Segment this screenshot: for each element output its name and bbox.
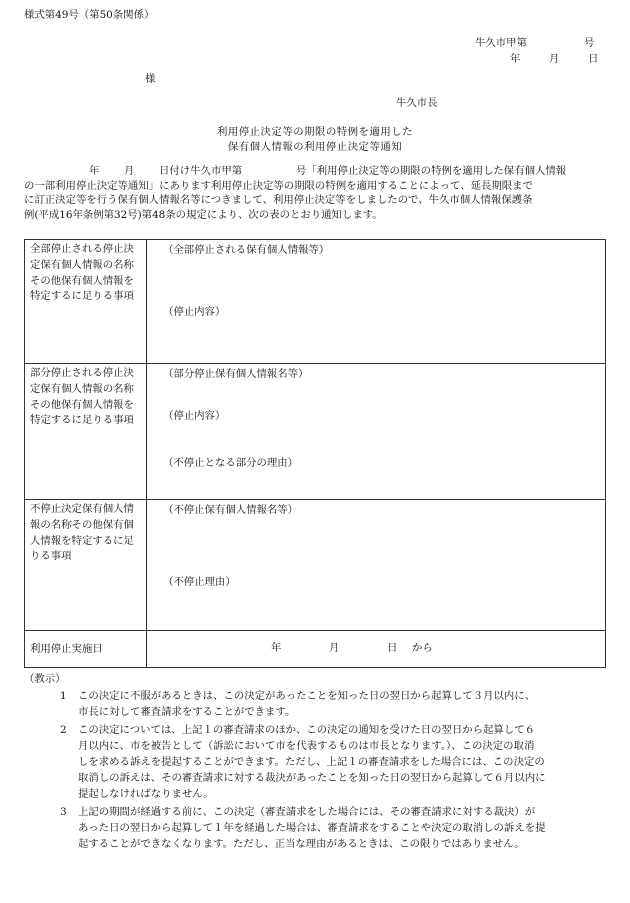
instruction-line: この決定に不服があるときは、この決定があったことを知った日の翌日から起算して３月以内に、	[78, 690, 536, 702]
title-line-1: 利用停止決定等の期限の特例を適用した	[216, 126, 414, 138]
instruction-line: しを求める訴えを提起することができます。ただし、上記１の審査請求をした場合には、この決定の	[78, 756, 545, 768]
instruction-line: この決定については、上記１の審査請求のほか、この決定の通知を受けた日の翌日から起算して６	[78, 724, 535, 736]
form-number: 様式第49号（第50条関係）	[24, 9, 155, 21]
impl-month: 月	[329, 642, 340, 654]
instruction-line: 起することができなくなります。ただし、正当な理由があるときは、この限りではありません。	[78, 838, 525, 850]
table-row	[25, 500, 606, 631]
row-label-full-stop: 全部停止される停止決定保有個人情報の名称その他保有個人情報を特定するに足りる事項	[25, 240, 147, 364]
row-label-partial-stop: 部分停止される停止決定保有個人情報の名称その他保有個人情報を特定するに足りる事項	[25, 364, 147, 500]
table-row	[25, 631, 606, 668]
intro-line-4: 例(平成16年条例第32号)第48条の規定により、次の表のとおり通知します。	[24, 208, 383, 221]
intro-date: 日付け牛久市甲第	[159, 165, 243, 177]
addressee: 様	[145, 73, 156, 85]
title-line-2: 保有個人情報の利用停止決定等通知	[227, 141, 403, 153]
instruction-line: あった日の翌日から起算して１年を経過した場合は、審査請求をすることや決定の取消しの訴えを提	[78, 822, 546, 834]
table-row	[25, 364, 606, 500]
sender: 牛久市長	[396, 97, 438, 109]
doc-number-suffix: 号	[584, 37, 595, 49]
date-year: 年	[510, 53, 521, 65]
instruction-line: 取消しの訴えは、その審査請求に対する裁決があったことを知った日の翌日から起算して６月以内に	[78, 772, 546, 784]
row-body-no-stop	[147, 500, 606, 631]
intro-paragraph	[24, 164, 609, 222]
instruction-line: 提起しなければなりません。	[78, 788, 214, 800]
implementation-date-field	[147, 631, 606, 668]
instruction-line: 上記の期間が経過する前に、この決定（審査請求をした場合には、その審査請求に対する裁決）が	[78, 806, 536, 818]
instruction-item	[60, 804, 620, 852]
row-body-full-stop	[147, 240, 606, 364]
intro-rest: 号「利用停止決定等の期限の特例を適用した保有個人情報	[296, 165, 567, 177]
instruction-line: 市長に対して審査請求をすることができます。	[78, 706, 296, 718]
instruction-item	[60, 688, 620, 720]
entry-text: （不停止となる部分の理由）	[163, 457, 299, 469]
doc-number-prefix: 牛久市甲第	[475, 37, 527, 49]
entry-text: （停止内容）	[163, 410, 226, 422]
entry-text: （停止内容）	[163, 306, 226, 318]
row-label-implementation-date: 利用停止実施日	[25, 631, 147, 668]
instructions-heading: （教示）	[24, 673, 66, 685]
entry-text: （不停止保有個人情報名等）	[163, 504, 299, 516]
instruction-number: 1	[60, 690, 67, 702]
instructions-list	[60, 688, 620, 854]
table-row	[25, 240, 606, 364]
notice-table	[24, 239, 606, 668]
row-body-partial-stop	[147, 364, 606, 500]
intro-line-3: に訂正決定等を行う保有個人情報名等につきまして、利用停止決定等をしましたので、牛久市個人情報保護条	[24, 194, 533, 206]
date-month: 月	[549, 53, 560, 65]
instruction-number: 2	[60, 724, 67, 736]
intro-month: 月	[124, 165, 135, 177]
document-title	[0, 125, 630, 155]
instruction-line: 月以内に、市を被告として（訴訟において市を代表するものは市長となります。）、この決定の取消	[78, 740, 535, 752]
entry-text: （全部停止される保有個人情報等）	[163, 244, 330, 256]
impl-year: 年	[271, 642, 282, 654]
instruction-item	[60, 722, 620, 802]
entry-text: （部分停止保有個人情報名等）	[163, 368, 309, 380]
instruction-number: 3	[60, 806, 67, 818]
intro-line-2: の一部利用停止決定等通知」にあります利用停止決定等の期限の特例を適用することによって、延長期限まで	[24, 179, 533, 192]
impl-from: から	[412, 642, 433, 654]
entry-text: （不停止理由）	[163, 576, 236, 588]
row-label-no-stop: 不停止決定保有個人情報の名称その他保有個人情報を特定するに足りる事項	[25, 500, 147, 631]
impl-day: 日	[387, 642, 398, 654]
intro-year: 年	[89, 165, 100, 177]
date-day: 日	[588, 53, 599, 65]
